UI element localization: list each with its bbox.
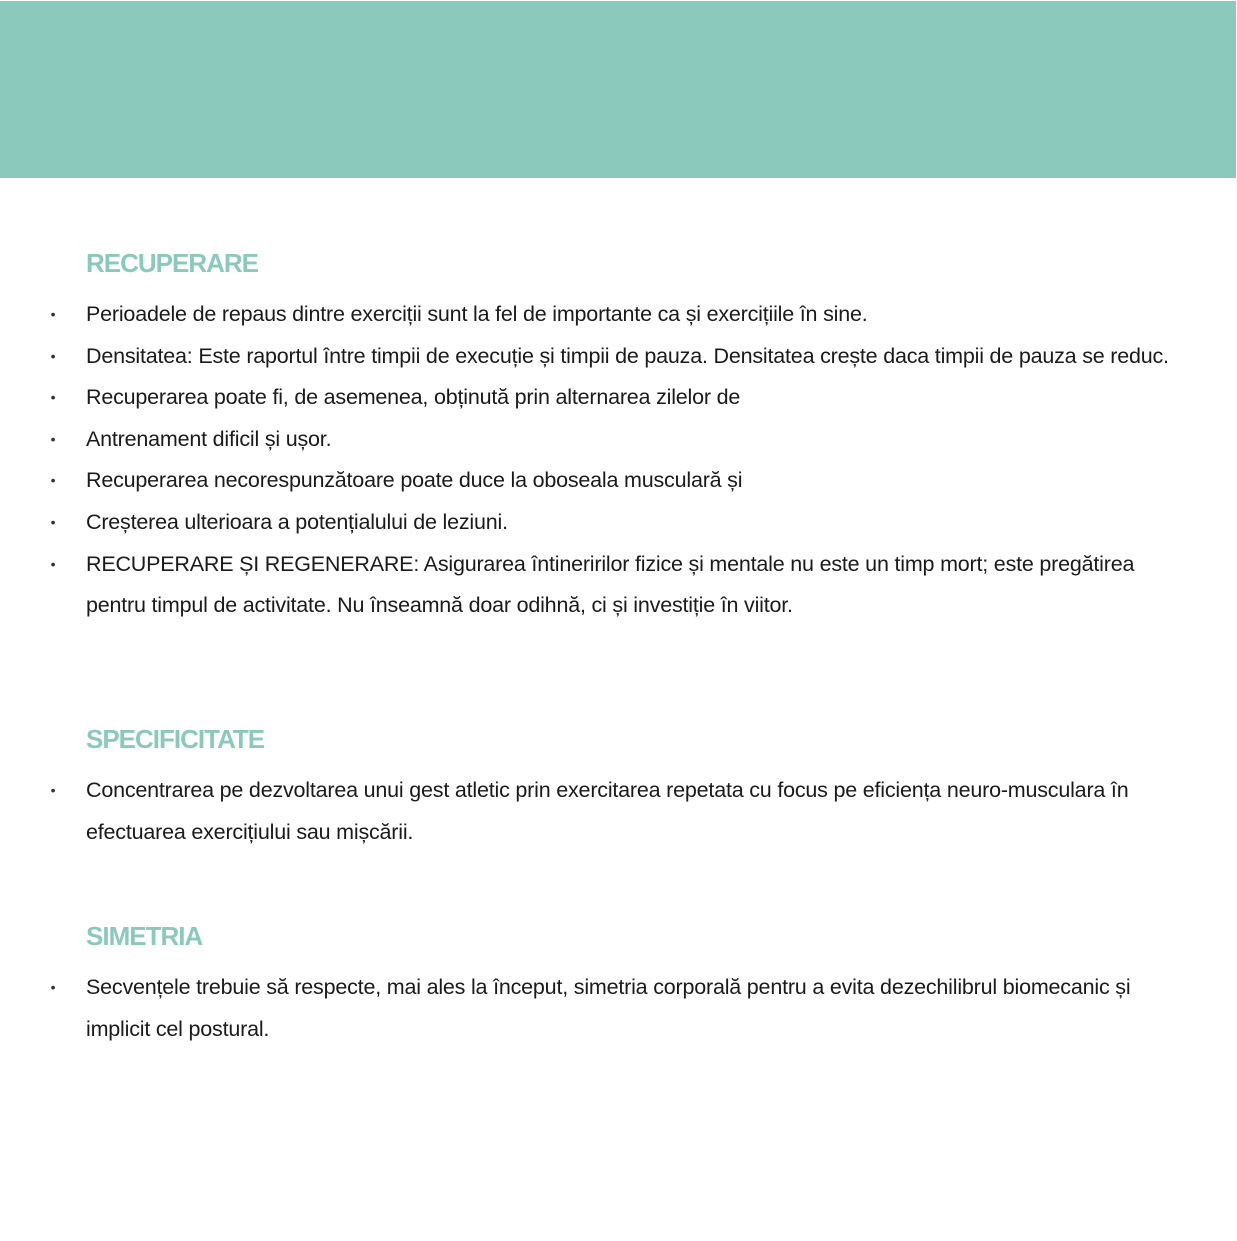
list-item: [0, 377, 1237, 419]
bullet-icon: •: [50, 782, 56, 798]
bullet-icon: •: [50, 306, 56, 322]
list-item-text: Antrenament dificil și ușor.: [86, 426, 332, 451]
list-item: [0, 770, 1237, 853]
list-item: [0, 294, 1237, 336]
bullet-icon: •: [50, 513, 56, 530]
section-heading: SPECIFICITATE: [86, 724, 265, 754]
list-item: [0, 336, 1237, 378]
list-item-text: Concentrarea pe dezvoltarea unui gest atletic prin exercitarea repetata cu focus pe eficiența neuro-musculara în efectuarea exercițiului sau mișcării.: [86, 778, 1129, 844]
list-item: [0, 967, 1237, 1050]
list-item-text: Recuperarea necorespunzătoare poate duce la oboseala musculară și: [86, 468, 743, 493]
bullet-icon: •: [50, 555, 56, 572]
list-item-text: Creșterea ulterioara a potențialului de leziuni.: [86, 509, 508, 534]
header-banner: [0, 1, 1236, 178]
list-item: [0, 460, 1237, 502]
bullet-icon: •: [50, 979, 56, 995]
list-item-text: Perioadele de repaus dintre exerciții sunt la fel de importante ca și exercițiile în sine.: [86, 302, 868, 326]
list-item: [0, 419, 1237, 461]
bullet-icon: •: [50, 389, 56, 406]
list-item: [0, 544, 1237, 627]
bullet-list: [0, 967, 1237, 1050]
bullet-icon: •: [50, 472, 56, 489]
bullet-list: [0, 294, 1237, 627]
list-item-text: RECUPERARE ȘI REGENERARE: Asigurarea întineririlor fizice și mentale nu este un timp mort; este pregătirea pentru timpul de activitate. Nu înseamnă doar odihnă, ci și investiție în viitor.: [86, 551, 1135, 618]
section-heading: SIMETRIA: [86, 921, 203, 951]
bullet-icon: •: [50, 430, 56, 447]
section-heading: RECUPERARE: [86, 248, 259, 278]
bullet-list: [0, 770, 1237, 853]
list-item-text: Densitatea: Este raportul între timpii de execuție și timpii de pauza. Densitatea crește daca timpii de pauza se reduc.: [86, 343, 1169, 368]
bullet-icon: •: [50, 347, 56, 364]
list-item-text: Recuperarea poate fi, de asemenea, obținută prin alternarea zilelor de: [86, 385, 741, 410]
list-item: [0, 502, 1237, 544]
list-item-text: Secvențele trebuie să respecte, mai ales la început, simetria corporală pentru a evita dezechilibrul biomecanic și implicit cel postural.: [86, 975, 1131, 1041]
